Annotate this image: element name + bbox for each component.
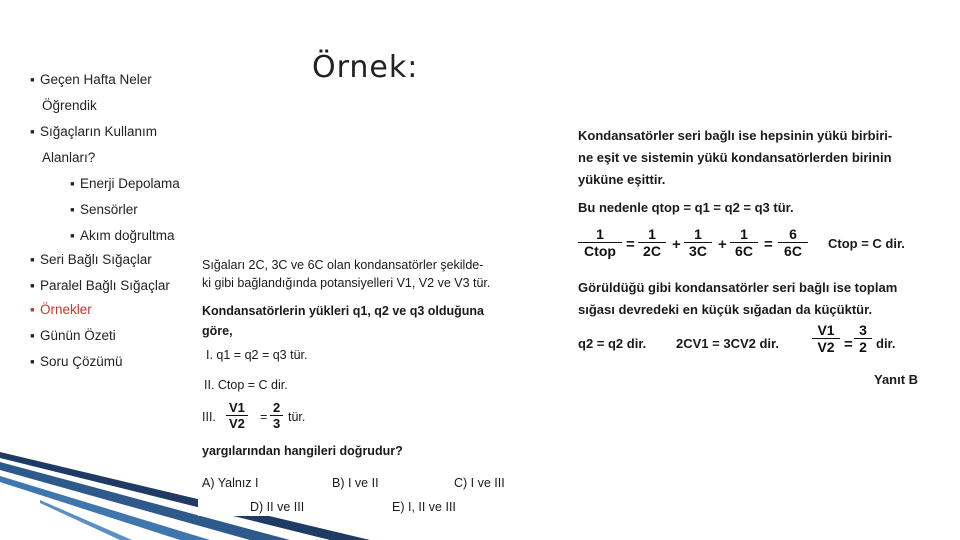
menu-item-ornekler[interactable]: ▪ Örnekler xyxy=(30,302,92,317)
option-c[interactable]: C) I ve III xyxy=(454,476,505,490)
fraction-3c: $\frac{1}{3C}$ xyxy=(684,226,712,259)
question-ask: yargılarından hangileri doğrudur? xyxy=(202,444,403,458)
question-line-2: ki gibi bağlandığında potansiyelleri V1, V2 ve V3 tür. xyxy=(202,276,491,290)
menu-subitem-enerji[interactable]: ▪ Enerji Depolama xyxy=(70,176,180,191)
solution-line-1: Kondansatörler seri bağlı ise hepsinin yükü birbiri- xyxy=(578,128,893,143)
v-ratio-fraction: $\frac{V1}{V2}$ xyxy=(812,322,840,355)
statement-ii: II. Ctop = C dir. xyxy=(204,378,288,392)
solution-dir: dir. xyxy=(876,336,896,351)
bullet-icon: ▪ xyxy=(30,328,35,343)
menu-subitem-akim[interactable]: ▪ Akım doğrultma xyxy=(70,228,175,243)
solution-line-4: Bu nedenle qtop = q1 = q2 = q3 tür. xyxy=(578,200,794,215)
solution-line-6: sığası devredeki en küçük sığadan da küçüktür. xyxy=(578,302,873,317)
solution-cv-equal: 2CV1 = 3CV2 dir. xyxy=(676,336,779,351)
statement-i: I. q1 = q2 = q3 tür. xyxy=(206,348,308,362)
bullet-icon: ▪ xyxy=(30,252,35,267)
solution-line-5: Görüldüğü gibi kondansatörler seri bağlı ise toplam xyxy=(578,280,898,295)
fraction-sum: $\frac{6}{6C}$ xyxy=(778,226,808,259)
statement-iii-tail: tür. xyxy=(288,410,306,424)
option-d[interactable]: D) II ve III xyxy=(250,500,305,514)
menu-item-seri[interactable]: ▪ Seri Bağlı Sığaçlar xyxy=(30,252,152,267)
option-a[interactable]: A) Yalnız I xyxy=(202,476,259,490)
solution-line-3: yüküne eşittir. xyxy=(578,172,666,187)
equals-sign: = xyxy=(844,336,853,353)
bullet-icon: ▪ xyxy=(30,354,35,369)
bullet-icon: ▪ xyxy=(30,302,35,317)
option-e[interactable]: E) I, II ve III xyxy=(392,500,456,514)
bullet-icon: ▪ xyxy=(70,176,75,191)
slide-title: Örnek: xyxy=(312,50,419,85)
answer-label: Yanıt B xyxy=(874,372,919,387)
question-line-1: Sığaları 2C, 3C ve 6C olan kondansatörler şekilde- xyxy=(202,258,484,272)
fraction-6c: $\frac{1}{6C}$ xyxy=(730,226,758,259)
menu-item-gecen-hafta[interactable]: ▪ Geçen Hafta Neler xyxy=(30,72,152,87)
menu-item-paralel[interactable]: ▪ Paralel Bağlı Sığaçlar xyxy=(30,278,170,293)
equals-sign: = xyxy=(764,236,773,253)
question-panel xyxy=(198,120,520,516)
bullet-icon: ▪ xyxy=(70,202,75,217)
menu-item-kullanim-cont: Alanları? xyxy=(42,150,96,165)
solution-line-2: ne eşit ve sistemin yükü kondansatörlerden birinin xyxy=(578,150,892,165)
bullet-icon: ▪ xyxy=(30,72,35,87)
statement-iii-label: III. xyxy=(202,410,216,424)
question-line-3: Kondansatörlerin yükleri q1, q2 ve q3 olduğuna xyxy=(202,304,485,318)
fraction-2c: $\frac{1}{2C}$ xyxy=(638,226,666,259)
bullet-icon: ▪ xyxy=(30,278,35,293)
plus-sign: + xyxy=(672,236,681,253)
plus-sign: + xyxy=(718,236,727,253)
statement-iii-ratio: $\frac{2}{3}$ xyxy=(270,400,283,431)
menu-item-soru[interactable]: ▪ Soru Çözümü xyxy=(30,354,123,369)
ctop-result: Ctop = C dir. xyxy=(828,236,905,251)
solution-q-equal: q2 = q2 dir. xyxy=(578,336,647,351)
menu-item-ozet[interactable]: ▪ Günün Özeti xyxy=(30,328,116,343)
menu-subitem-sensorler[interactable]: ▪ Sensörler xyxy=(70,202,138,217)
menu-item-gecen-hafta-cont: Öğrendik xyxy=(42,98,97,113)
menu-item-kullanim[interactable]: ▪ Sığaçların Kullanım xyxy=(30,124,158,139)
fraction-1-ctop: 1 Ctop xyxy=(578,226,622,259)
equals-sign: = xyxy=(626,236,635,253)
option-b[interactable]: B) I ve II xyxy=(332,476,379,490)
bullet-icon: ▪ xyxy=(30,124,35,139)
bullet-icon: ▪ xyxy=(70,228,75,243)
ratio-3-2: $\frac{3}{2}$ xyxy=(854,322,872,355)
question-line-4: göre, xyxy=(202,324,233,338)
statement-iii-fraction: $\frac{V1}{V2}$ xyxy=(226,400,248,431)
statement-iii-eq: = xyxy=(260,410,268,424)
